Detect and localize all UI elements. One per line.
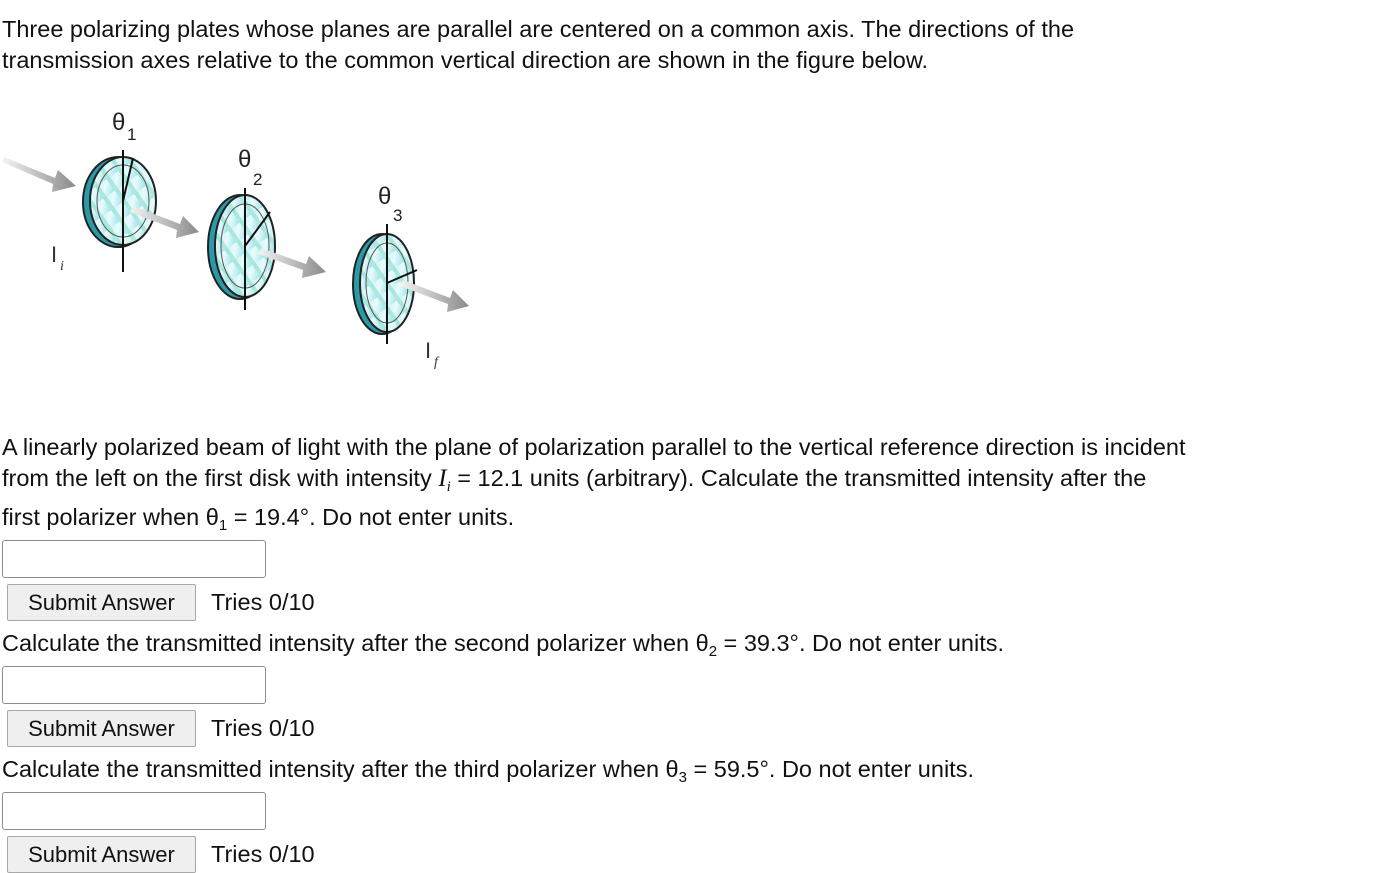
final-intensity-label [425, 338, 440, 370]
svg-text:i: i [60, 259, 64, 274]
svg-text:θ: θ [238, 146, 252, 173]
intro-line-2: transmission axes relative to the common vertical direction are shown in the figure below. [2, 47, 929, 73]
incident-beam-arrow [2, 157, 76, 192]
question-1-line-3: first polarizer when $\theta_1 = 19.4^\circ$. Do not enter units. [2, 504, 515, 534]
tries-counter-3: Tries 0/10 [211, 841, 315, 867]
answer-input-2[interactable] [2, 666, 266, 704]
question-1-line-2b: = 12.1 units (arbitrary). Calculate the transmitted intensity after the [450, 465, 1147, 491]
problem-intro [2, 14, 1074, 76]
question-1-line-1: A linearly polarized beam of light with the plane of polarization parallel to the vertical reference direction is incident [2, 434, 1186, 460]
incident-intensity-label [51, 242, 64, 274]
theta-2-label [238, 146, 262, 189]
polarizer-disk-2 [208, 188, 275, 310]
intro-line-1: Three polarizing plates whose planes are parallel are centered on a common axis. The directions of the [2, 16, 1075, 42]
submit-answer-button-1[interactable]: Submit Answer [7, 584, 196, 621]
svg-text:2: 2 [253, 170, 263, 189]
question-1-text [2, 432, 1186, 494]
tries-counter-1: Tries 0/10 [211, 589, 315, 615]
question-1-line-2a: from the left on the first disk with intensity [2, 465, 439, 491]
svg-text:f: f [434, 355, 438, 370]
intensity-symbol: $I_i$ [438, 465, 451, 495]
svg-text:θ: θ [378, 183, 392, 210]
submit-answer-button-2[interactable]: Submit Answer [7, 710, 196, 747]
tries-counter-2: Tries 0/10 [211, 715, 315, 741]
answer-input-1[interactable] [2, 540, 266, 578]
svg-text:3: 3 [393, 206, 403, 225]
theta-1-label [112, 109, 136, 144]
svg-text:I: I [425, 338, 432, 363]
answer-input-3[interactable] [2, 792, 266, 830]
question-2-text: Calculate the transmitted intensity after the second polarizer when $\theta_2 = 39.3^\circ$. Do not enter units. [2, 630, 1005, 660]
question-3-text: Calculate the transmitted intensity after the third polarizer when $\theta_3 = 59.5^\circ$. Do not enter units. [2, 756, 974, 786]
submit-answer-button-3[interactable]: Submit Answer [7, 836, 196, 873]
svg-text:I: I [51, 242, 58, 267]
polarizer-figure [0, 100, 480, 380]
svg-text:θ: θ [112, 109, 126, 136]
svg-text:1: 1 [127, 125, 137, 144]
theta-3-label [378, 183, 402, 225]
